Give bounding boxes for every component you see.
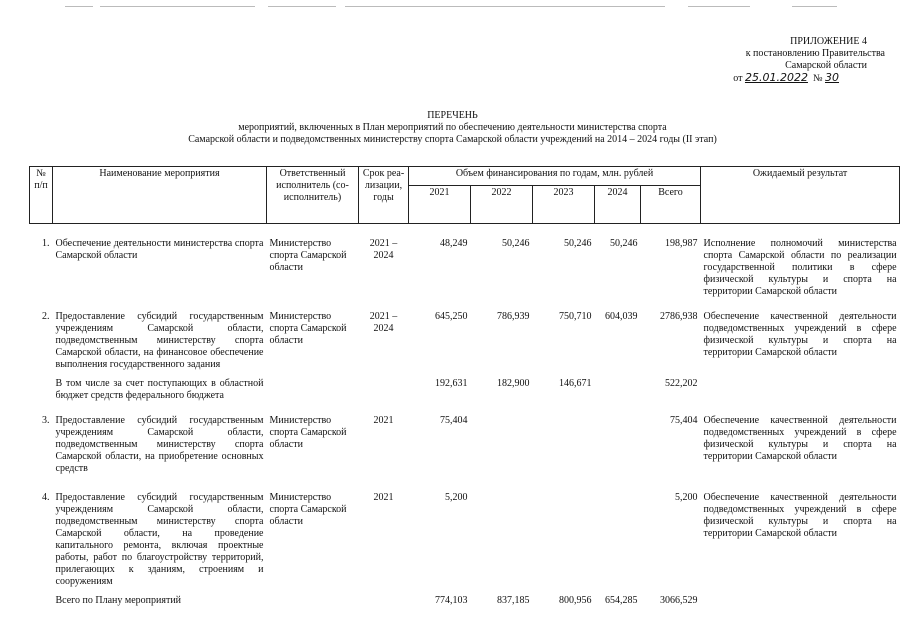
appendix-line: к постановлению Правительства xyxy=(745,48,885,59)
row-executor xyxy=(267,589,359,608)
table-row xyxy=(30,409,900,484)
table-row xyxy=(30,224,900,300)
row-term: 2021 xyxy=(373,415,394,426)
row-2022 xyxy=(471,484,533,589)
table-row xyxy=(30,484,900,589)
row-2022 xyxy=(471,409,533,484)
row-total: 3066,529 xyxy=(660,595,698,606)
heading-line: Самарской области и подведомственных министерству спорта Самарской области учреждений на 2014 – 2024 годы (II этап) xyxy=(188,134,717,145)
header-year-2022: 2022 xyxy=(471,186,533,224)
row-2021: 5,200 xyxy=(445,492,468,503)
row-term xyxy=(359,372,409,409)
row-num: 2. xyxy=(42,311,50,322)
row-term: 2021 xyxy=(373,492,394,503)
row-result: Обеспечение качественной деятельности подведомственных учреждений в сфере физической культуры и спорта на территории Самарской области xyxy=(703,311,897,358)
heading-line: мероприятий, включенных в План мероприятий по обеспечению деятельности министерства спорта xyxy=(238,122,667,133)
row-2021: 645,250 xyxy=(435,311,468,322)
table-row xyxy=(30,372,900,409)
header-funding: Объем финансирования по годам, млн. рублей xyxy=(409,167,701,186)
row-result xyxy=(701,372,900,409)
header-total: Всего xyxy=(641,186,701,224)
plan-table xyxy=(29,166,900,608)
row-2022: 182,900 xyxy=(497,378,530,389)
row-2023: 750,710 xyxy=(559,311,592,322)
scan-artifact-line xyxy=(65,6,93,7)
row-total: 522,202 xyxy=(665,378,698,389)
row-2024 xyxy=(595,409,641,484)
header-name: Наименование мероприятия xyxy=(53,167,267,224)
row-executor xyxy=(267,372,359,409)
scan-artifact-line xyxy=(100,6,255,7)
row-2023: 50,246 xyxy=(564,238,592,249)
appendix-title: ПРИЛОЖЕНИЕ 4 xyxy=(790,36,867,47)
document-number: 30 xyxy=(825,71,839,84)
row-result: Обеспечение качественной деятельности подведомственных учреждений в сфере физической культуры и спорта на территории Самарской области xyxy=(703,492,897,539)
row-2021: 75,404 xyxy=(440,415,468,426)
appendix-block xyxy=(700,36,885,85)
row-2024 xyxy=(595,372,641,409)
appendix-line: Самарской области xyxy=(785,60,867,71)
table-row-total xyxy=(30,589,900,608)
row-2021: 192,631 xyxy=(435,378,468,389)
row-2023: 146,671 xyxy=(559,378,592,389)
row-num: 1. xyxy=(42,238,50,249)
row-2023 xyxy=(533,484,595,589)
row-result xyxy=(701,589,900,608)
row-result: Обеспечение качественной деятельности подведомственных учреждений в сфере физической культуры и спорта на территории Самарской области xyxy=(703,415,897,462)
row-2024: 654,285 xyxy=(605,595,638,606)
row-name: Предоставление субсидий государственным учреждениям Самарской области, подведомственным министерству спорта Самарской области, на финансовое обеспечение выполнения государственного задания xyxy=(55,311,264,370)
row-2021: 48,249 xyxy=(440,238,468,249)
row-2022: 837,185 xyxy=(497,595,530,606)
row-executor: Министерство спорта Самарской области xyxy=(269,238,347,273)
row-2024 xyxy=(595,484,641,589)
document-date: 25.01.2022 xyxy=(744,71,808,84)
header-executor: Ответственный исполнитель (со-исполнитель) xyxy=(267,167,359,224)
header-result: Ожидаемый результат xyxy=(701,167,900,224)
document-heading xyxy=(0,110,905,146)
row-total: 75,404 xyxy=(670,415,698,426)
number-label: № xyxy=(812,73,823,84)
row-name: В том числе за счет поступающих в областной бюджет средств федерального бюджета xyxy=(55,378,264,401)
row-total: 198,987 xyxy=(665,238,698,249)
header-year-2023: 2023 xyxy=(533,186,595,224)
header-term: Срок реа-лизации, годы xyxy=(359,167,409,224)
row-2024: 604,039 xyxy=(605,311,638,322)
row-name: Обеспечение деятельности министерства спорта Самарской области xyxy=(55,238,264,261)
row-name: Предоставление субсидий государственным учреждениям Самарской области, подведомственным министерству спорта Самарской области, на приобретение основных средств xyxy=(55,415,264,474)
row-2022: 50,246 xyxy=(502,238,530,249)
row-term: 2021 – 2024 xyxy=(369,238,398,261)
row-executor: Министерство спорта Самарской области xyxy=(269,492,347,527)
row-total: 5,200 xyxy=(675,492,698,503)
row-num xyxy=(30,372,53,409)
table-header xyxy=(30,167,900,224)
scan-artifact-line xyxy=(268,6,336,7)
scan-artifact-line xyxy=(345,6,665,7)
header-year-2021: 2021 xyxy=(409,186,471,224)
row-result: Исполнение полномочий министерства спорта Самарской области по реализации государственной политики в сфере физической культуры и спорта на территории Самарской области xyxy=(703,238,897,297)
row-2024: 50,246 xyxy=(610,238,638,249)
row-num: 4. xyxy=(42,492,50,503)
row-num: 3. xyxy=(42,415,50,426)
header-num: № п/п xyxy=(30,167,53,224)
appendix-date-line xyxy=(700,72,885,85)
row-2023 xyxy=(533,409,595,484)
row-name: Предоставление субсидий государственным учреждениям Самарской области, подведомственным министерству спорта Самарской области, на проведение капитального ремонта, включая проектные работы, работ по благоустройству территорий, прилегающих к зданиям, строениям и сооружениям xyxy=(55,492,264,587)
header-year-2024: 2024 xyxy=(595,186,641,224)
row-2023: 800,956 xyxy=(559,595,592,606)
heading-title: ПЕРЕЧЕНЬ xyxy=(427,110,478,121)
row-executor: Министерство спорта Самарской области xyxy=(269,311,347,346)
row-total: 2786,938 xyxy=(660,311,698,322)
table-row xyxy=(30,299,900,372)
row-term xyxy=(359,589,409,608)
from-label: от xyxy=(733,73,743,84)
row-term: 2021 – 2024 xyxy=(369,311,398,334)
scan-artifact-line xyxy=(688,6,750,7)
row-2022: 786,939 xyxy=(497,311,530,322)
row-name: Всего по Плану мероприятий xyxy=(55,595,182,606)
row-2021: 774,103 xyxy=(435,595,468,606)
row-num xyxy=(30,589,53,608)
scan-artifact-line xyxy=(792,6,837,7)
row-executor: Министерство спорта Самарской области xyxy=(269,415,347,450)
